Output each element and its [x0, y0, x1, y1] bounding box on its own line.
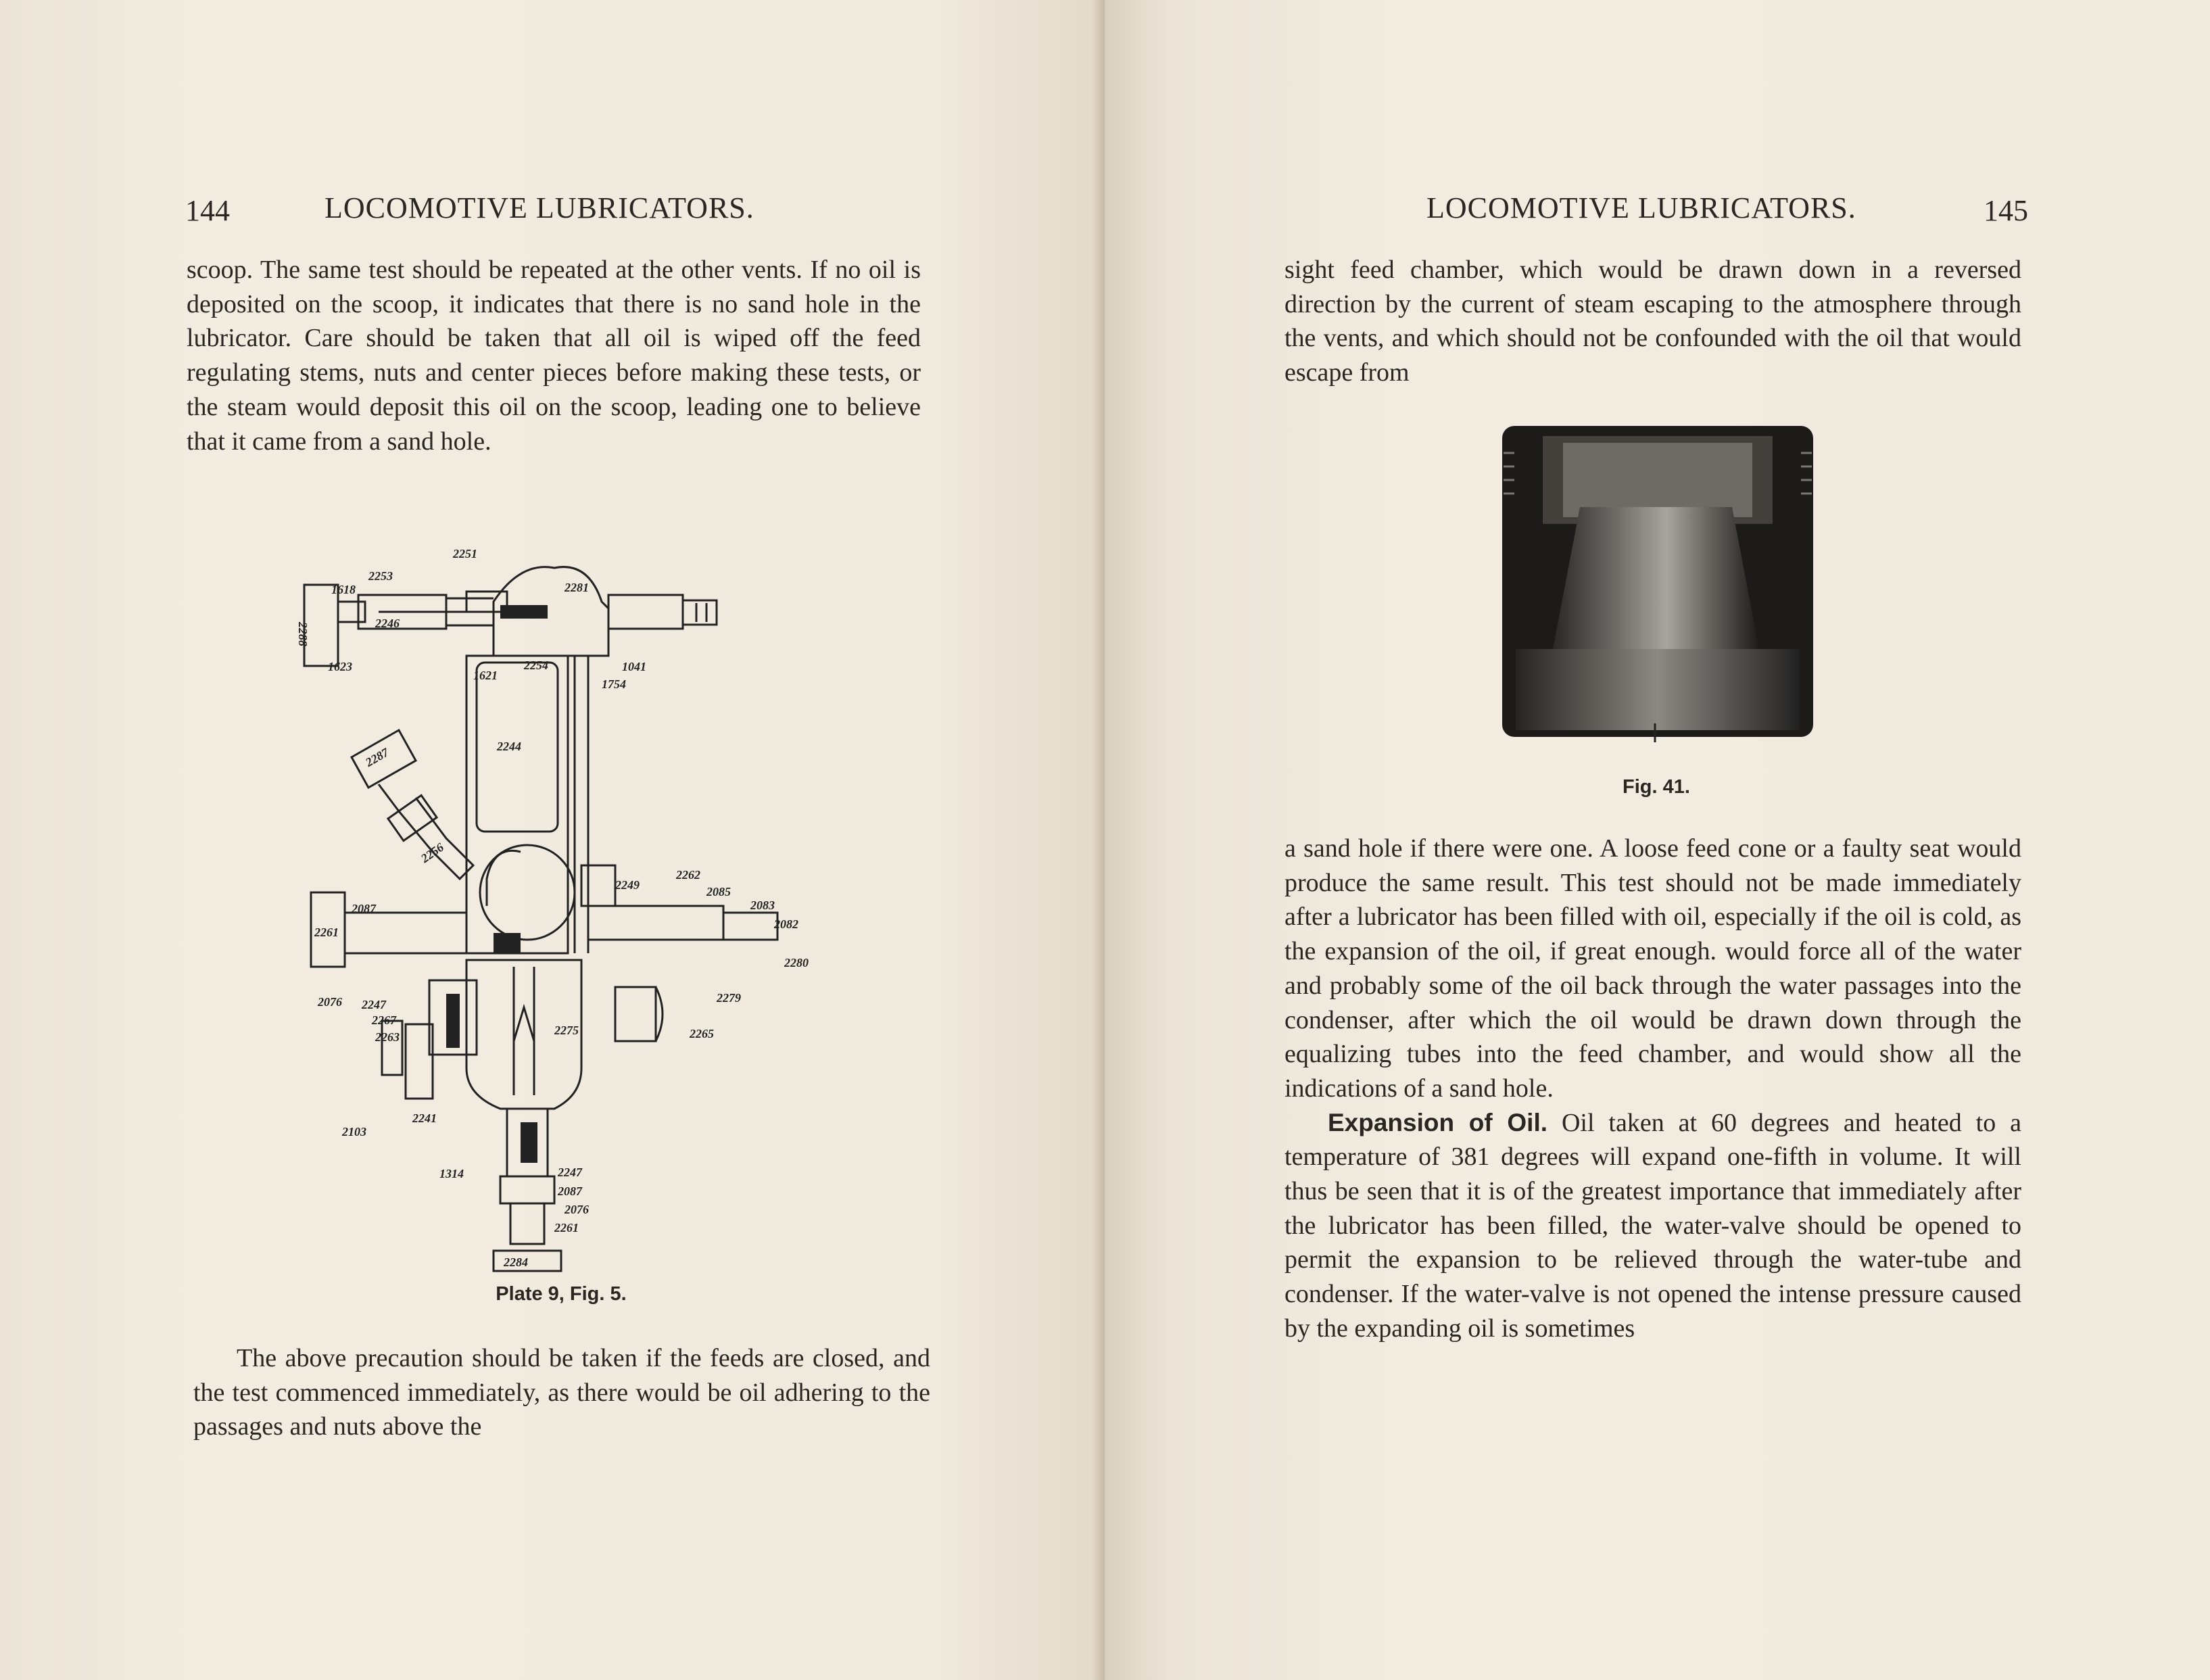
- svg-text:2082: 2082: [774, 917, 798, 931]
- left-paragraph-top: [187, 253, 921, 458]
- svg-text:2279: 2279: [717, 991, 741, 1005]
- svg-text:1621: 1621: [473, 669, 498, 682]
- right-page-number: 145: [1984, 194, 2028, 227]
- left-paragraph-bottom: [193, 1341, 930, 1444]
- svg-text:2241: 2241: [412, 1111, 437, 1125]
- feed-cone-photo: [1502, 426, 1813, 744]
- left-para-bottom-text: The above precaution should be taken if the feeds are closed, and the test commenced immediately, as there would be oil adhering to the passages and nuts above the: [193, 1344, 930, 1441]
- lubricator-drawing: [297, 527, 838, 1278]
- svg-text:2103: 2103: [342, 1125, 366, 1138]
- svg-text:2087: 2087: [352, 902, 376, 915]
- svg-text:2262: 2262: [676, 868, 700, 882]
- right-section-paragraph: [1284, 1106, 2021, 1346]
- right-section-text: Oil taken at 60 degrees and heated to a temperature of 381 degrees will expand one-fifth in volume. It will thus be seen that it is of the greatest importance that immediately after the lubricator has been filled, the water-valve should be opened to permit the expansion to be relieved through the water-tube and condenser. If the water-valve is not opened the intense pressure caused by the expanding oil is sometimes: [1284, 1108, 2022, 1343]
- svg-text:2263: 2263: [375, 1030, 400, 1044]
- svg-text:2087: 2087: [558, 1184, 582, 1198]
- svg-text:2247: 2247: [558, 1166, 582, 1179]
- right-para-middle-text: a sand hole if there were one. A loose feed cone or a faulty seat would produce the same result. This test should not be made immediately after a lubricator has been filled with oil, especially if the oil is cold, as the expansion of the oil, if great enough. would force all of the water and probably some of the oil back through the water passages into the condenser, after which the oil would be drawn down through the equalizing tubes into the feed chamber, and would show all the indications of a sand hole.: [1284, 834, 2021, 1103]
- svg-text:2085: 2085: [706, 885, 731, 898]
- svg-text:2275: 2275: [554, 1024, 579, 1037]
- section-heading-expansion-of-oil: Expansion of Oil.: [1328, 1108, 1548, 1136]
- svg-text:2253: 2253: [368, 569, 393, 583]
- svg-text:1041: 1041: [622, 660, 646, 673]
- right-paragraph-middle: [1284, 832, 2021, 1346]
- svg-text:2076: 2076: [318, 995, 342, 1009]
- svg-text:2083: 2083: [750, 898, 775, 912]
- svg-text:1314: 1314: [439, 1167, 464, 1180]
- svg-text:2251: 2251: [453, 547, 477, 560]
- svg-text:2267: 2267: [372, 1013, 396, 1027]
- right-paragraph-top: [1284, 253, 2021, 390]
- svg-text:1754: 1754: [602, 677, 626, 691]
- svg-text:2254: 2254: [524, 658, 548, 672]
- svg-text:2261: 2261: [314, 926, 339, 939]
- svg-text:2281: 2281: [564, 581, 589, 594]
- svg-text:2284: 2284: [504, 1255, 528, 1269]
- right-para-top-text: sight feed chamber, which would be drawn down in a reversed direction by the current of steam escaping to the atmosphere through the vents, and which should not be confounded with the oil that would escape from: [1284, 256, 2021, 387]
- svg-text:2288: 2288: [297, 622, 310, 646]
- svg-text:2261: 2261: [554, 1221, 579, 1234]
- left-page-number: 144: [185, 194, 230, 227]
- svg-text:2249: 2249: [615, 878, 640, 892]
- svg-text:2244: 2244: [497, 740, 521, 753]
- svg-text:2265: 2265: [690, 1027, 714, 1040]
- left-para-top-text: scoop. The same test should be repeated at the other vents. If no oil is deposited on the scoop, it indicates that there is no sand hole in the lubricator. Care should be taken that all oil is wiped off the feed regulating stems, nuts and center pieces before making these tests, or the steam would deposit this oil on the scoop, leading one to believe that it came from a sand hole.: [187, 256, 921, 456]
- right-figure-caption: Fig. 41.: [1623, 776, 1690, 798]
- lubricator-cross-section-figure: [297, 527, 838, 1278]
- feed-cone-photo-figure: [1502, 426, 1813, 744]
- left-running-head: LOCOMOTIVE LUBRICATORS.: [325, 191, 754, 224]
- svg-text:2076: 2076: [564, 1203, 589, 1216]
- left-figure-caption: Plate 9, Fig. 5.: [496, 1283, 627, 1305]
- svg-text:1623: 1623: [328, 660, 352, 673]
- svg-text:2247: 2247: [362, 998, 386, 1011]
- right-running-head: LOCOMOTIVE LUBRICATORS.: [1426, 191, 1856, 224]
- svg-text:2256: 2256: [418, 840, 446, 865]
- svg-text:1618: 1618: [331, 583, 356, 596]
- svg-text:2246: 2246: [375, 617, 400, 630]
- svg-text:2280: 2280: [784, 956, 809, 969]
- svg-text:2287: 2287: [363, 745, 391, 769]
